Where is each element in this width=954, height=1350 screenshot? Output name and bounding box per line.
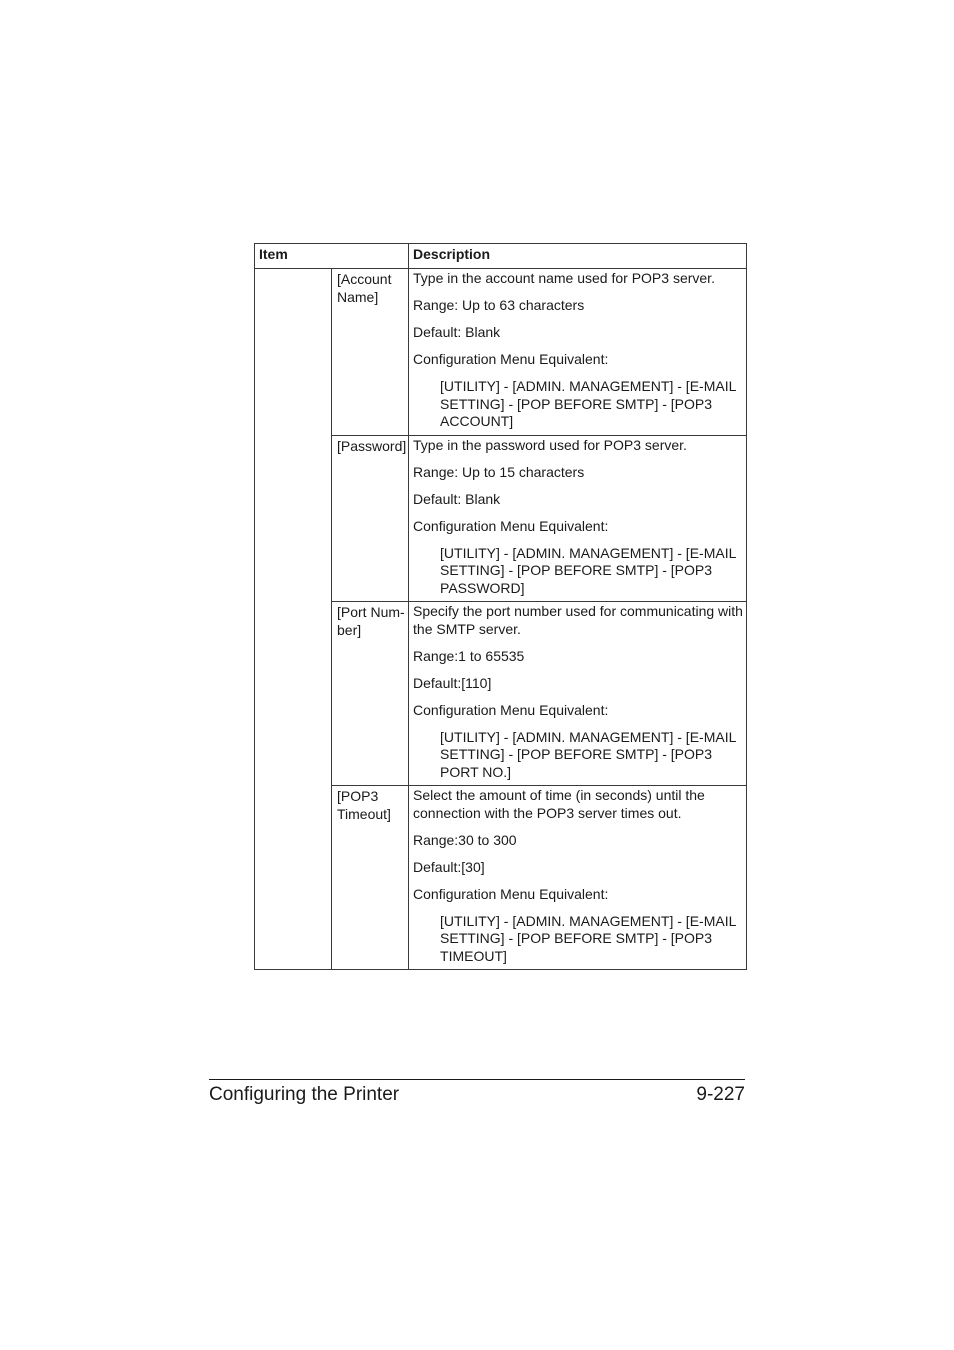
- footer-divider: [209, 1079, 745, 1080]
- menu-equivalent-label: Configuration Menu Equivalent:: [413, 351, 609, 367]
- item-cell: [Password]: [332, 435, 409, 602]
- footer-page-number: 9-227: [696, 1084, 745, 1105]
- description-text: Specify the port number used for communicating with the SMTP server.: [413, 603, 743, 637]
- range-text: Range: Up to 15 characters: [413, 463, 585, 480]
- menu-equivalent-label: Configuration Menu Equivalent:: [413, 885, 609, 902]
- description-cell: [409, 269, 747, 436]
- menu-path-text: [UTILITY] - [ADMIN. MANAGEMENT] - [E-MAIL SETTING] - [POP BEFORE SMTP] - [POP3 PORT NO.]: [440, 728, 736, 780]
- description-text: Type in the password used for POP3 server.: [413, 436, 687, 453]
- description-cell: [409, 602, 747, 786]
- menu-equivalent-label: Configuration Menu Equivalent:: [413, 701, 609, 718]
- menu-equivalent-label: Configuration Menu Equivalent:: [413, 517, 609, 534]
- default-text: Default: Blank: [413, 490, 501, 507]
- footer-chapter-title: Configuring the Printer: [209, 1084, 400, 1105]
- range-text: Range:1 to 65535: [413, 647, 525, 664]
- description-text: Select the amount of time (in seconds) until the connection with the POP3 server times out.: [413, 787, 705, 821]
- menu-path-text: [UTILITY] - [ADMIN. MANAGEMENT] - [E-MAIL SETTING] - [POP BEFORE SMTP] - [POP3 ACCOUNT]: [440, 378, 736, 429]
- item-column-header: Item: [255, 244, 409, 269]
- default-text: Default:[110]: [413, 674, 492, 691]
- settings-table: [254, 243, 747, 970]
- item-cell: [Account Name]: [332, 269, 409, 436]
- range-text: Range:30 to 300: [413, 831, 517, 848]
- menu-path-text: [UTILITY] - [ADMIN. MANAGEMENT] - [E-MAIL SETTING] - [POP BEFORE SMTP] - [POP3 PASSWORD]: [440, 544, 736, 596]
- item-cell: [Port Num-ber]: [332, 602, 409, 786]
- table-row-account-name: [255, 269, 747, 436]
- item-cell: [POP3 Timeout]: [332, 786, 409, 970]
- range-text: Range: Up to 63 characters: [413, 297, 585, 313]
- menu-path-text: [UTILITY] - [ADMIN. MANAGEMENT] - [E-MAIL SETTING] - [POP BEFORE SMTP] - [POP3 TIMEOUT]: [440, 912, 736, 964]
- description-cell: [409, 786, 747, 970]
- description-column-header: Description: [409, 244, 747, 269]
- default-text: Default:[30]: [413, 858, 485, 875]
- item-group-cell: [255, 269, 332, 970]
- default-text: Default: Blank: [413, 324, 501, 340]
- description-text: Type in the account name used for POP3 server.: [413, 270, 715, 286]
- description-cell: [409, 435, 747, 602]
- table-header-row: [255, 244, 747, 269]
